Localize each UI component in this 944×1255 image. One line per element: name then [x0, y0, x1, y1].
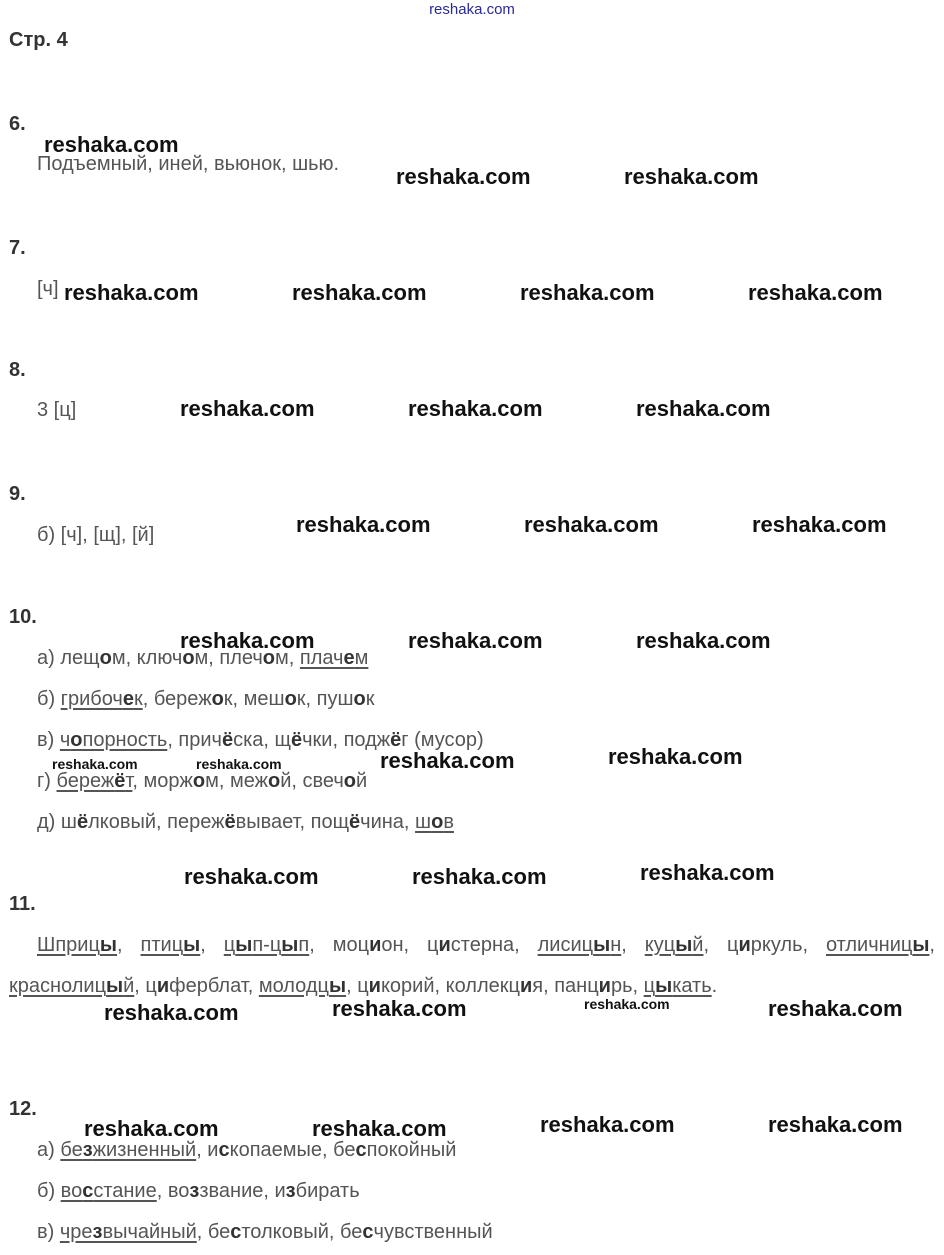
watermark[interactable]: reshaka.com [292, 280, 427, 305]
watermark[interactable]: reshaka.com [64, 280, 199, 305]
task-7-number: 7. [9, 237, 26, 259]
task-10-number: 10. [9, 606, 37, 628]
watermark[interactable]: reshaka.com [396, 164, 531, 189]
watermark[interactable]: reshaka.com [584, 996, 670, 1012]
watermark[interactable]: reshaka.com [412, 864, 547, 889]
task-12-line-b: б) восстание, воззвание, избирать [37, 1180, 360, 1202]
watermark[interactable]: reshaka.com [332, 996, 467, 1021]
task-6-answer: Подъемный, иней, вьюнок, шью. [37, 153, 340, 175]
watermark[interactable]: reshaka.com [312, 1116, 447, 1141]
watermark[interactable]: reshaka.com [520, 280, 655, 305]
watermark[interactable]: reshaka.com [296, 512, 431, 537]
watermark[interactable]: reshaka.com [624, 164, 759, 189]
watermark[interactable]: reshaka.com [524, 512, 659, 537]
watermark[interactable]: reshaka.com [408, 628, 543, 653]
task-10-line-b: б) грибочек, бережок, мешок, пушок [37, 688, 375, 710]
watermark[interactable]: reshaka.com [380, 748, 515, 773]
watermark[interactable]: reshaka.com [408, 396, 543, 421]
task-11-answer: Шприцы, птицы, цып-цып, моцион, цистерна, лисицын, куцый, циркуль, отличницы, краснолицый, циферблат, молодцы, цикорий, коллекция, панцирь, цыкать. [9, 934, 935, 997]
task-10-line-d: д) шёлковый, пережёвывает, пощёчина, шов [37, 811, 454, 833]
task-11-number: 11. [9, 893, 36, 915]
watermark[interactable]: reshaka.com [608, 744, 743, 769]
task-9-answer: б) [ч], [щ], [й] [37, 524, 155, 546]
watermark[interactable]: reshaka.com [44, 132, 179, 157]
task-10-line-v: в) чопорность, причёска, щёчки, поджёг (мусор) [37, 729, 484, 751]
watermark[interactable]: reshaka.com [180, 628, 315, 653]
watermark[interactable]: reshaka.com [52, 756, 138, 772]
task-12-line-a: а) безжизненный, ископаемые, беспокойный [37, 1139, 457, 1161]
task-9-number: 9. [9, 483, 26, 505]
task-10-line-g: г) бережёт, моржом, межой, свечой [37, 770, 368, 792]
task-6-number: 6. [9, 113, 26, 135]
watermark[interactable]: reshaka.com [196, 756, 282, 772]
watermark[interactable]: reshaka.com [768, 1112, 903, 1137]
watermark[interactable]: reshaka.com [640, 860, 775, 885]
task-7-answer: [ч] [37, 278, 59, 300]
watermark[interactable]: reshaka.com [184, 864, 319, 889]
task-12-number: 12. [9, 1098, 37, 1120]
top-watermark[interactable]: reshaka.com [429, 1, 515, 18]
page-label: Стр. 4 [9, 29, 68, 51]
task-12-line-v: в) чрезвычайный, бестолковый, бесчувственный [37, 1221, 493, 1243]
watermark[interactable]: reshaka.com [752, 512, 887, 537]
watermark[interactable]: reshaka.com [748, 280, 883, 305]
watermark[interactable]: reshaka.com [768, 996, 903, 1021]
watermark[interactable]: reshaka.com [180, 396, 315, 421]
task-10-line-a: а) лещом, ключом, плечом, плачем [37, 647, 369, 669]
watermark[interactable]: reshaka.com [636, 396, 771, 421]
task-8-number: 8. [9, 359, 26, 381]
watermark[interactable]: reshaka.com [104, 1000, 239, 1025]
watermark[interactable]: reshaka.com [540, 1112, 675, 1137]
watermark[interactable]: reshaka.com [84, 1116, 219, 1141]
watermark[interactable]: reshaka.com [636, 628, 771, 653]
task-8-answer: 3 [ц] [37, 399, 77, 421]
